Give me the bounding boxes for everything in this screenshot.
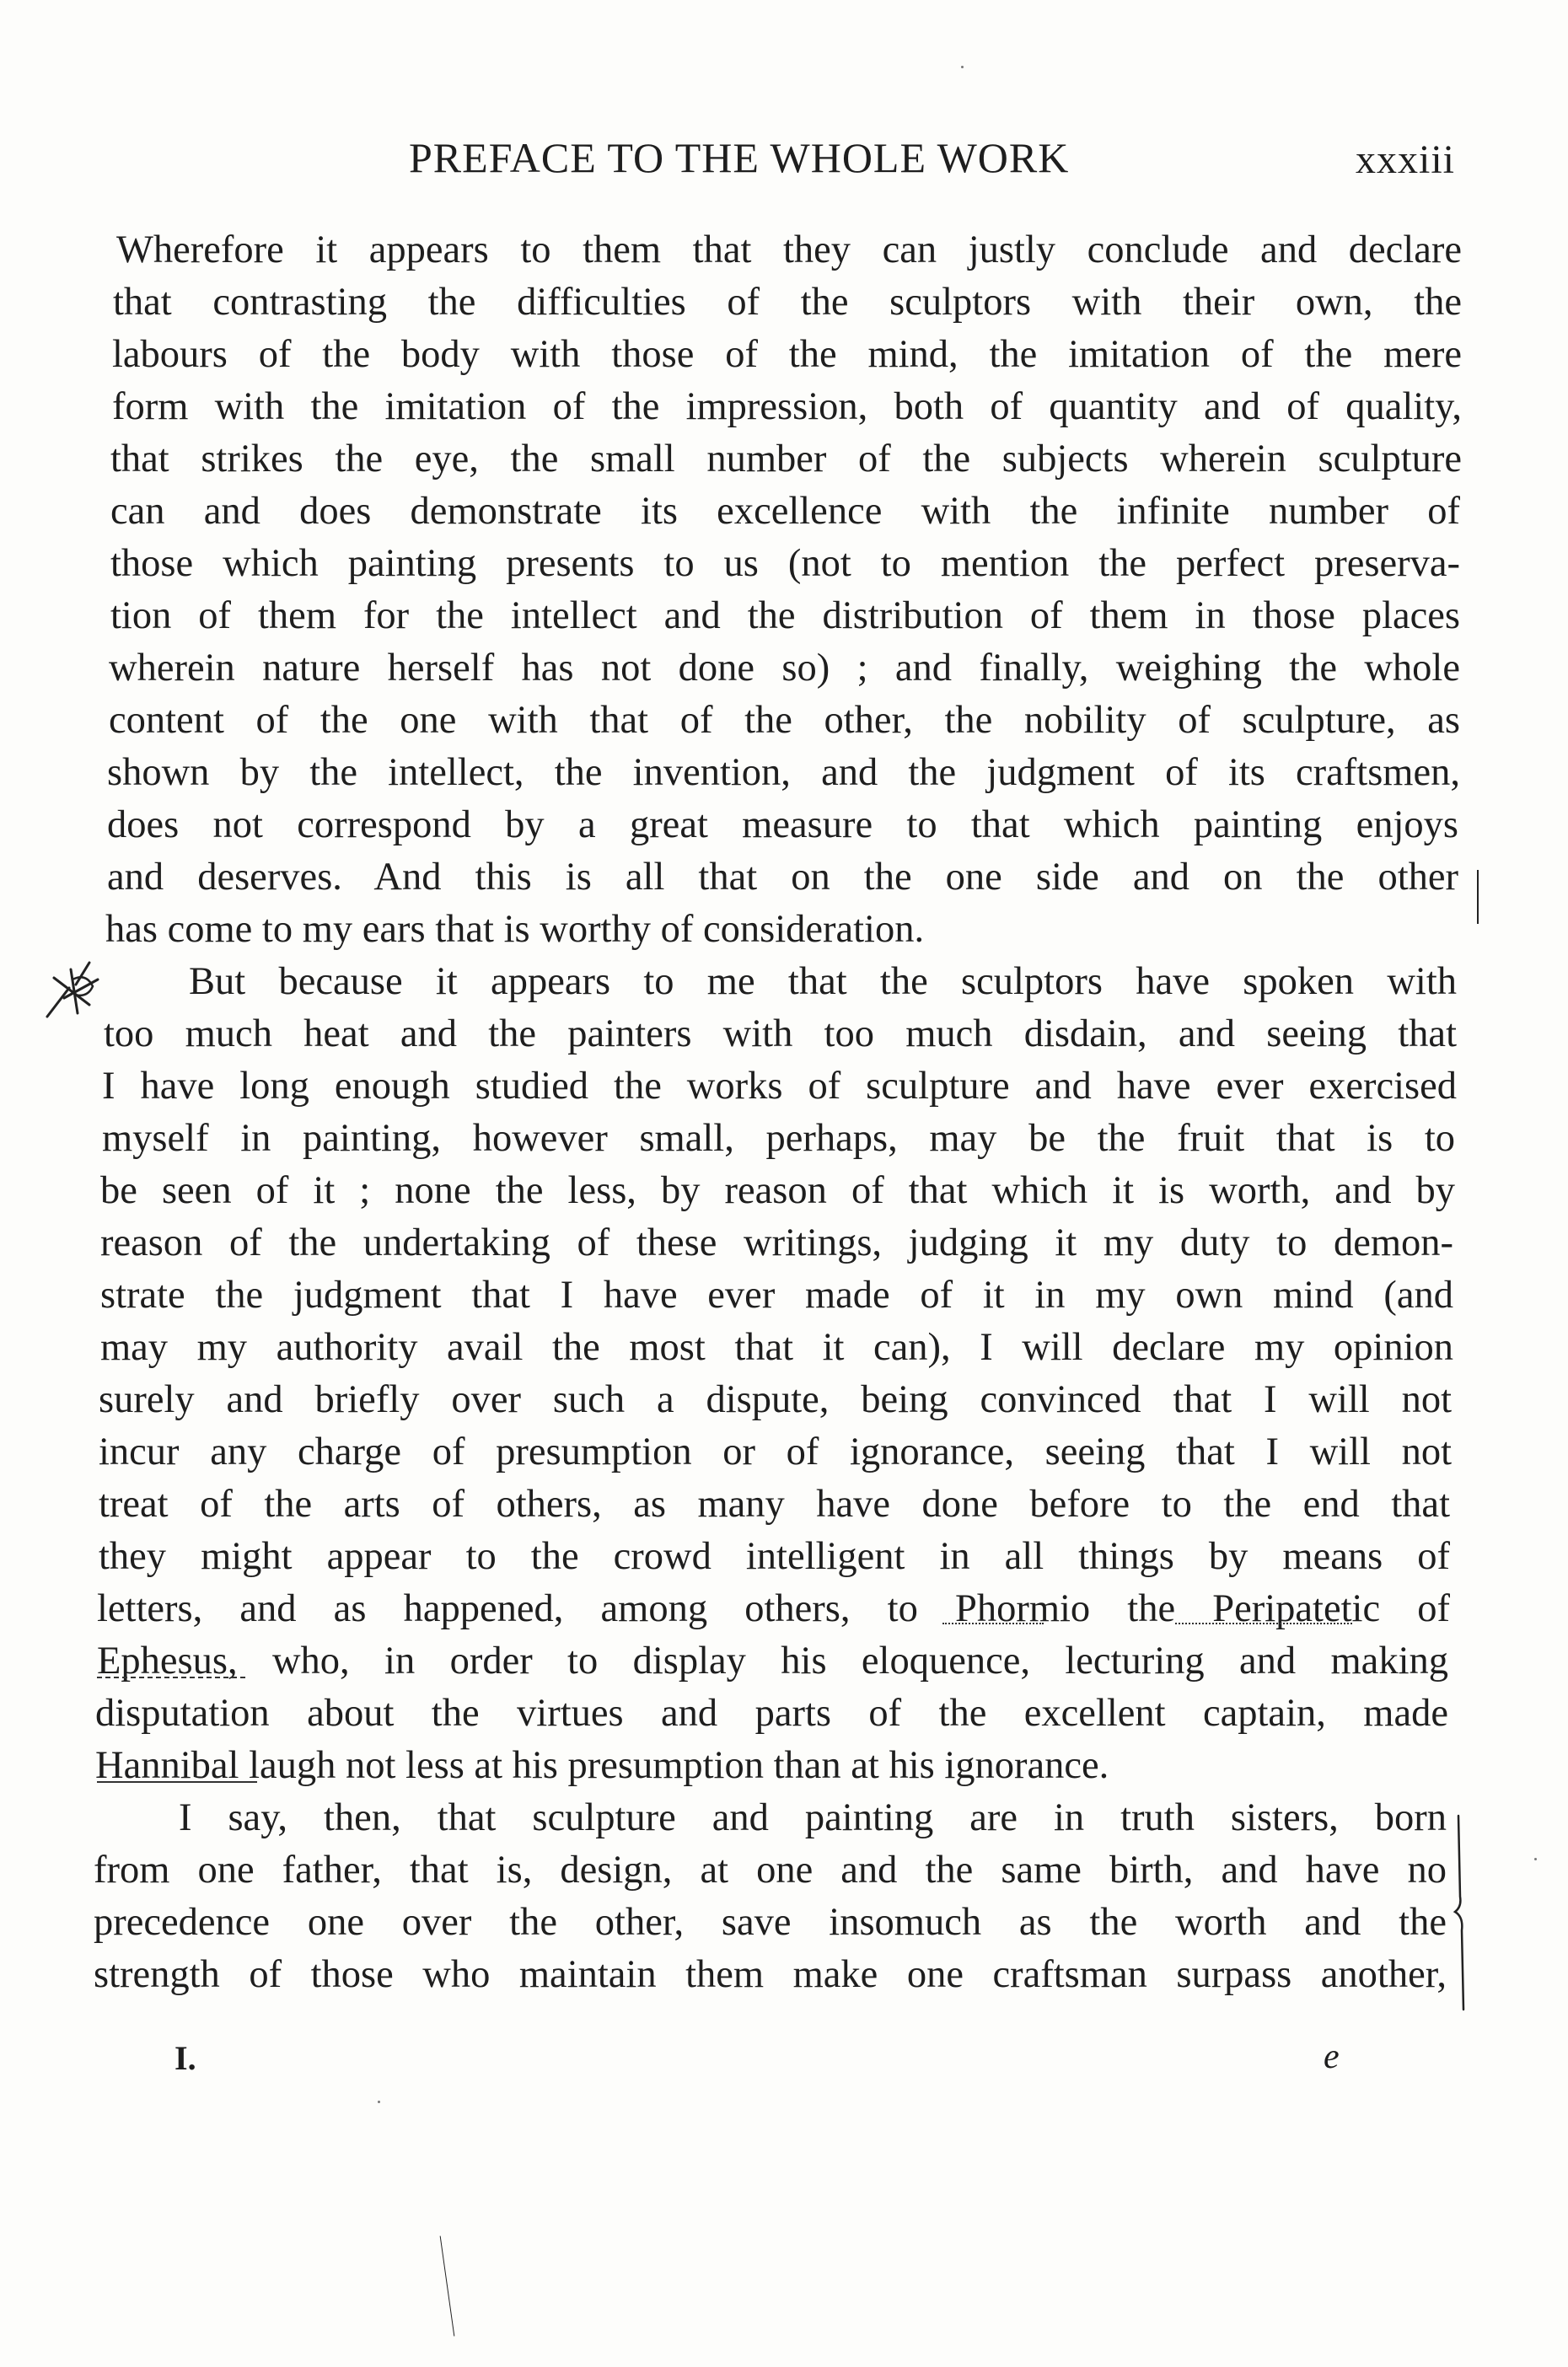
underline-mark: [97, 1677, 245, 1678]
signature-letter: e: [1324, 2037, 1340, 2076]
text-line: Hannibal laugh not less at his presumption than at his ignorance.: [95, 1744, 1109, 1787]
text-line: shown by the intellect, the invention, and the judgment of its craftsmen,: [107, 751, 1460, 794]
text-line: reason of the undertaking of these writings, judging it my duty to demon-: [100, 1221, 1453, 1264]
underline-mark: [1175, 1623, 1352, 1624]
margin-sign-mark: [39, 954, 108, 1023]
margin-bar-mark: [1477, 870, 1479, 924]
text-line: letters, and as happened, among others, to Phormio the Peripatetic of: [97, 1587, 1450, 1630]
text-line: does not correspond by a great measure to that which painting enjoys: [107, 803, 1458, 846]
text-line: and deserves. And this is all that on the one side and on the other: [107, 856, 1458, 899]
margin-brace-mark: [1452, 1812, 1485, 2013]
text-line: wherein nature herself has not done so) ; and finally, weighing the whole: [109, 647, 1460, 690]
page-number: xxxiii: [1356, 137, 1456, 182]
page-header: [0, 133, 1568, 192]
underline-mark: [97, 1781, 257, 1783]
text-line: Wherefore it appears to them that they can justly conclude and declare: [116, 228, 1462, 271]
text-line: can and does demonstrate its excellence with the infinite number of: [110, 490, 1460, 533]
text-line: that contrasting the difficulties of the sculptors with their own, the: [113, 281, 1462, 324]
text-line: incur any charge of presumption or of ignorance, seeing that I will not: [99, 1430, 1452, 1473]
text-line: labours of the body with those of the mind, the imitation of the mere: [112, 333, 1462, 376]
text-line: disputation about the virtues and parts of the excellent captain, made: [95, 1692, 1448, 1735]
text-line: has come to my ears that is worthy of consideration.: [105, 908, 925, 951]
text-line: content of the one with that of the other, the nobility of sculpture, as: [109, 699, 1460, 742]
signature-mark: I.: [175, 2039, 196, 2077]
text-line: strength of those who maintain them make one craftsman surpass another,: [94, 1953, 1447, 1996]
text-line: too much heat and the painters with too much disdain, and seeing that: [104, 1012, 1457, 1055]
speck-mark: [1534, 1858, 1537, 1860]
text-line: myself in painting, however small, perhaps, may be the fruit that is to: [102, 1117, 1455, 1160]
text-line: tion of them for the intellect and the distribution of them in those places: [110, 594, 1460, 637]
text-line: I have long enough studied the works of sculpture and have ever exercised: [102, 1065, 1457, 1108]
text-line: from one father, that is, design, at one and the same birth, and have no: [94, 1849, 1447, 1892]
text-line: they might appear to the crowd intelligent in all things by means of: [99, 1535, 1450, 1578]
speck-mark: [378, 2101, 380, 2103]
speck-mark: [961, 66, 964, 68]
text-line: Ephesus, who, in order to display his eloquence, lecturing and making: [97, 1640, 1448, 1683]
underline-mark: [942, 1623, 1044, 1624]
text-line: form with the imitation of the impression, both of quantity and of quality,: [112, 385, 1462, 428]
text-line: surely and briefly over such a dispute, being convinced that I will not: [99, 1378, 1452, 1421]
text-line: be seen of it ; none the less, by reason of that which it is worth, and by: [100, 1169, 1455, 1212]
text-line: precedence one over the other, save insomuch as the worth and the: [94, 1901, 1447, 1944]
text-line: strate the judgment that I have ever made of it in my own mind (and: [100, 1274, 1453, 1317]
text-line: those which painting presents to us (not to mention the perfect preserva-: [110, 542, 1460, 585]
text-line: treat of the arts of others, as many have done before to the end that: [99, 1483, 1450, 1526]
text-line: that strikes the eye, the small number of the subjects wherein sculpture: [110, 437, 1462, 480]
text-line: may my authority avail the most that it can), I will declare my opinion: [100, 1326, 1453, 1369]
text-line: But because it appears to me that the sculptors have spoken with: [189, 960, 1457, 1003]
stray-mark: [440, 2236, 455, 2337]
text-line: I say, then, that sculpture and painting are in truth sisters, born: [179, 1796, 1447, 1839]
running-title: PREFACE TO THE WHOLE WORK: [409, 134, 1070, 181]
